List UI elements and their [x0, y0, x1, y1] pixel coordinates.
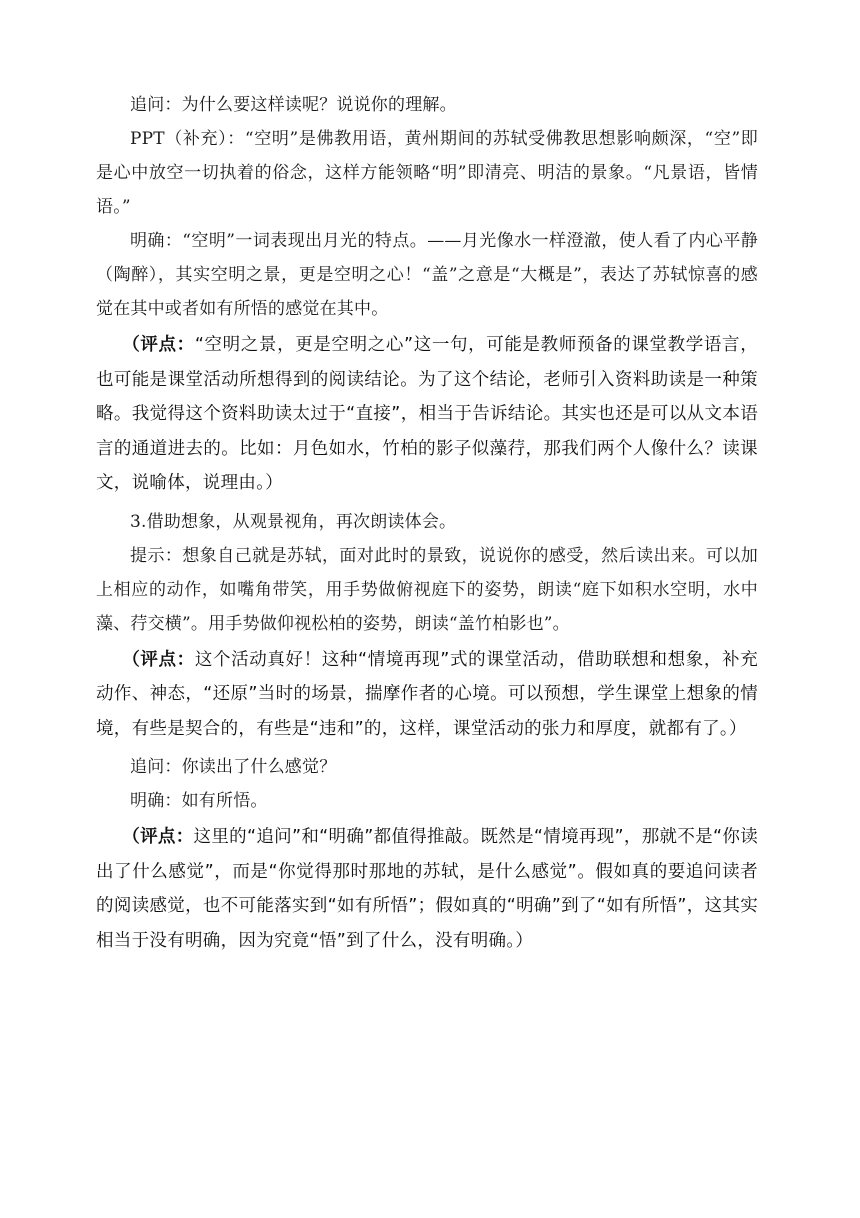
paragraph-ppt-supplement: PPT（补充）：“空明”是佛教用语，黄州期间的苏轼受佛教思想影响颇深，“空”即是心中放空一切执着的俗念，这样方能领略“明”即清亮、明洁的景象。“凡景语，皆情语。” — [96, 129, 758, 217]
comment-open-paren: （ — [122, 335, 141, 355]
paragraph-clarify-answer: 明确：如有所悟。 — [130, 791, 268, 811]
comment-open-paren: （ — [122, 827, 141, 847]
paragraph-clarification: 明确：“空明”一词表现出月光的特点。——月光像水一样澄澈，使人看了内心平静（陶醉），其实空明之景，更是空明之心！“盖”之意是“大概是”，表达了苏轼惊喜的感觉在其中或者如有所悟的感觉在其中。 — [96, 231, 758, 319]
paragraph-follow-up-question: 追问：为什么要这样读呢？说说你的理解。 — [130, 95, 457, 115]
comment-text: “空明之景，更是空明之心”这一句，可能是教师预备的课堂教学语言，也可能是课堂活动所想得到的阅读结论。为了这个结论，老师引入资料助读是一种策略。我觉得这个资料助读太过于“直接”，相当于告诉结论。其实也还是可以从文本语言的通道进去的。比如：月色如水，竹柏的影子似藻荇，那我们两个人像什么？读课文，说喻体，说理由。） — [96, 335, 758, 493]
comment-label: 评点： — [140, 649, 195, 670]
paragraph-follow-up-feeling: 追问：你读出了什么感觉？ — [130, 757, 337, 777]
comment-label: 评点： — [140, 335, 195, 355]
comment-paragraph-3 — [96, 820, 758, 958]
comment-text: 这个活动真好！这种“情境再现”式的课堂活动，借助联想和想象，补充动作、神态，“还原”当时的场景，揣摩作者的心境。可以预想，学生课堂上想象的情境，有些是契合的，有些是“违和”的，这样，课堂活动的张力和厚度，就都有了。） — [96, 649, 758, 739]
comment-open-paren: （ — [122, 649, 141, 670]
comment-text: 这里的“追问”和“明确”都值得推敲。既然是“情境再现”，那就不是“你读出了什么感觉”，而是“你觉得那时那地的苏轼，是什么感觉”。假如真的要追问读者的阅读感觉，也不可能落实到“如有所悟”；假如真的“明确”到了“如有所悟”，这其实相当于没有明确，因为究竟“悟”到了什么，没有明确。） — [96, 827, 758, 951]
paragraph-hint: 提示：想象自己就是苏轼，面对此时的景致，说说你的感受，然后读出来。可以加上相应的动作，如嘴角带笑，用手势做俯视庭下的姿势，朗读“庭下如积水空明，水中藻、荇交横”。用手势做仰视松柏的姿势，朗读“盖竹柏影也”。 — [96, 545, 758, 634]
paragraph-step-3: 3.借助想象，从观景视角，再次朗读体会。 — [130, 511, 457, 532]
comment-paragraph-2 — [96, 643, 758, 747]
comment-label: 评点： — [140, 827, 194, 847]
comment-paragraph-1 — [96, 328, 758, 501]
